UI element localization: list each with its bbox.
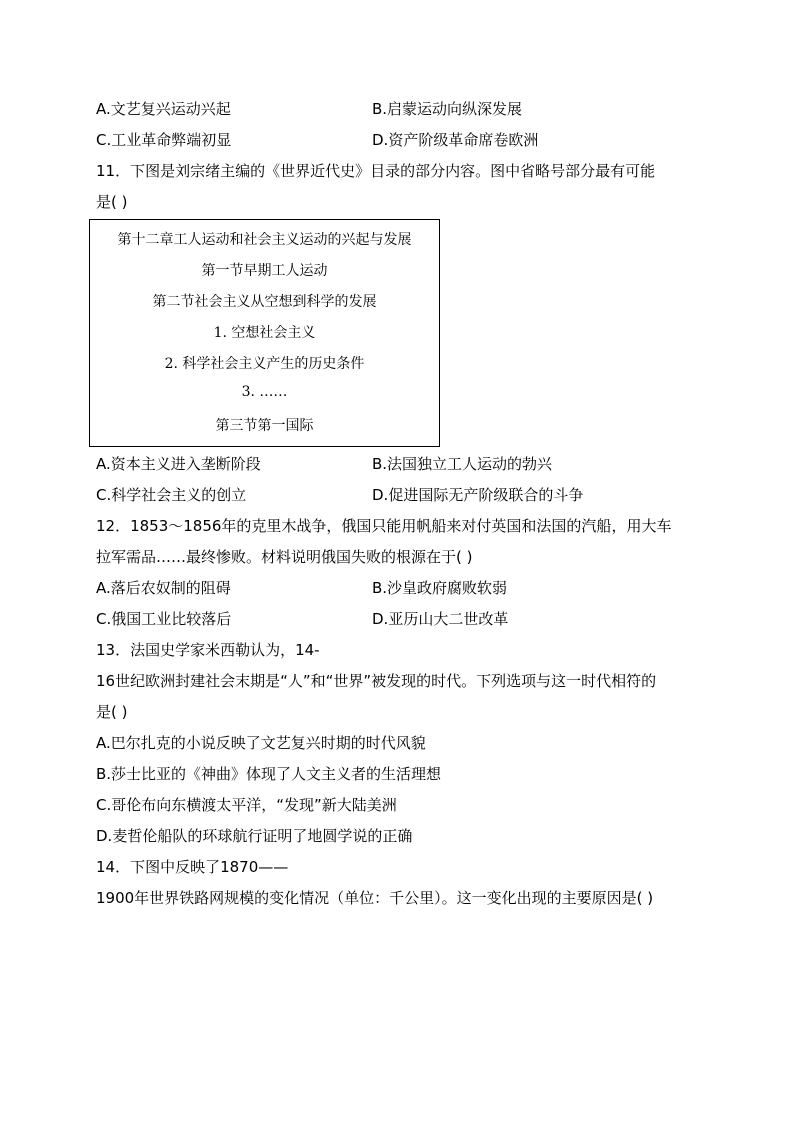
q11-stem-line1: 11．下图是刘宗绪主编的《世界近代史》目录的部分内容。图中省略号部分最有可能 xyxy=(96,162,656,180)
q11-option-b: B.法国独立工人运动的勃兴 xyxy=(372,455,553,473)
q13-stem-line3: 是( ) xyxy=(96,703,128,721)
q13-option-b: B.莎士比亚的《神曲》体现了人文主义者的生活理想 xyxy=(96,765,442,783)
q10-option-b: B.启蒙运动向纵深发展 xyxy=(372,100,523,118)
q12-stem-line2: 拉军需品……最终惨败。材料说明俄国失败的根源在于( ) xyxy=(96,548,473,566)
toc-section-2: 第二节社会主义从空想到科学的发展 xyxy=(152,294,377,310)
toc-chapter-title: 第十二章工人运动和社会主义运动的兴起与发展 xyxy=(117,232,412,248)
toc-item-1: 1. 空想社会主义 xyxy=(213,325,316,341)
q14-stem-line2: 1900年世界铁路网规模的变化情况（单位：千公里）。这一变化出现的主要原因是( ) xyxy=(96,889,654,907)
q13-option-c: C.哥伦布向东横渡太平洋，“发现”新大陆美洲 xyxy=(96,796,397,814)
toc-item-2: 2. 科学社会主义产生的历史条件 xyxy=(164,356,365,372)
q12-option-d: D.亚历山大二世改革 xyxy=(372,610,509,628)
q12-option-c: C.俄国工业比较落后 xyxy=(96,610,232,628)
q10-option-c: C.工业革命弊端初显 xyxy=(96,131,232,149)
toc-section-1: 第一节早期工人运动 xyxy=(201,263,328,279)
q12-option-a: A.落后农奴制的阻碍 xyxy=(96,579,231,597)
q14-stem-line1: 14．下图中反映了1870—— xyxy=(96,858,289,876)
q11-option-d: D.促进国际无产阶级联合的斗争 xyxy=(372,486,584,504)
q11-stem-line2: 是( ) xyxy=(96,193,128,211)
q13-stem-line1: 13．法国史学家米西勒认为，14- xyxy=(96,641,320,659)
q13-stem-line2: 16世纪欧洲封建社会末期是“人”和“世界”被发现的时代。下列选项与这一时代相符的 xyxy=(96,672,657,690)
toc-section-3: 第三节第一国际 xyxy=(215,418,314,434)
q10-option-d: D.资产阶级革命席卷欧洲 xyxy=(372,131,539,149)
q11-option-c: C.科学社会主义的创立 xyxy=(96,486,247,504)
q12-stem-line1: 12．1853～1856年的克里木战争，俄国只能用帆船来对付英国和法国的汽船，用大车 xyxy=(96,517,672,535)
q12-option-b: B.沙皇政府腐败软弱 xyxy=(372,579,508,597)
q10-option-a: A.文艺复兴运动兴起 xyxy=(96,100,231,118)
table-of-contents-box xyxy=(89,219,440,447)
q11-option-a: A.资本主义进入垄断阶段 xyxy=(96,455,261,473)
q13-option-d: D.麦哲伦船队的环球航行证明了地圆学说的正确 xyxy=(96,827,413,845)
toc-item-3: 3. …… xyxy=(241,384,288,400)
q13-option-a: A.巴尔扎克的小说反映了文艺复兴时期的时代风貌 xyxy=(96,734,426,752)
